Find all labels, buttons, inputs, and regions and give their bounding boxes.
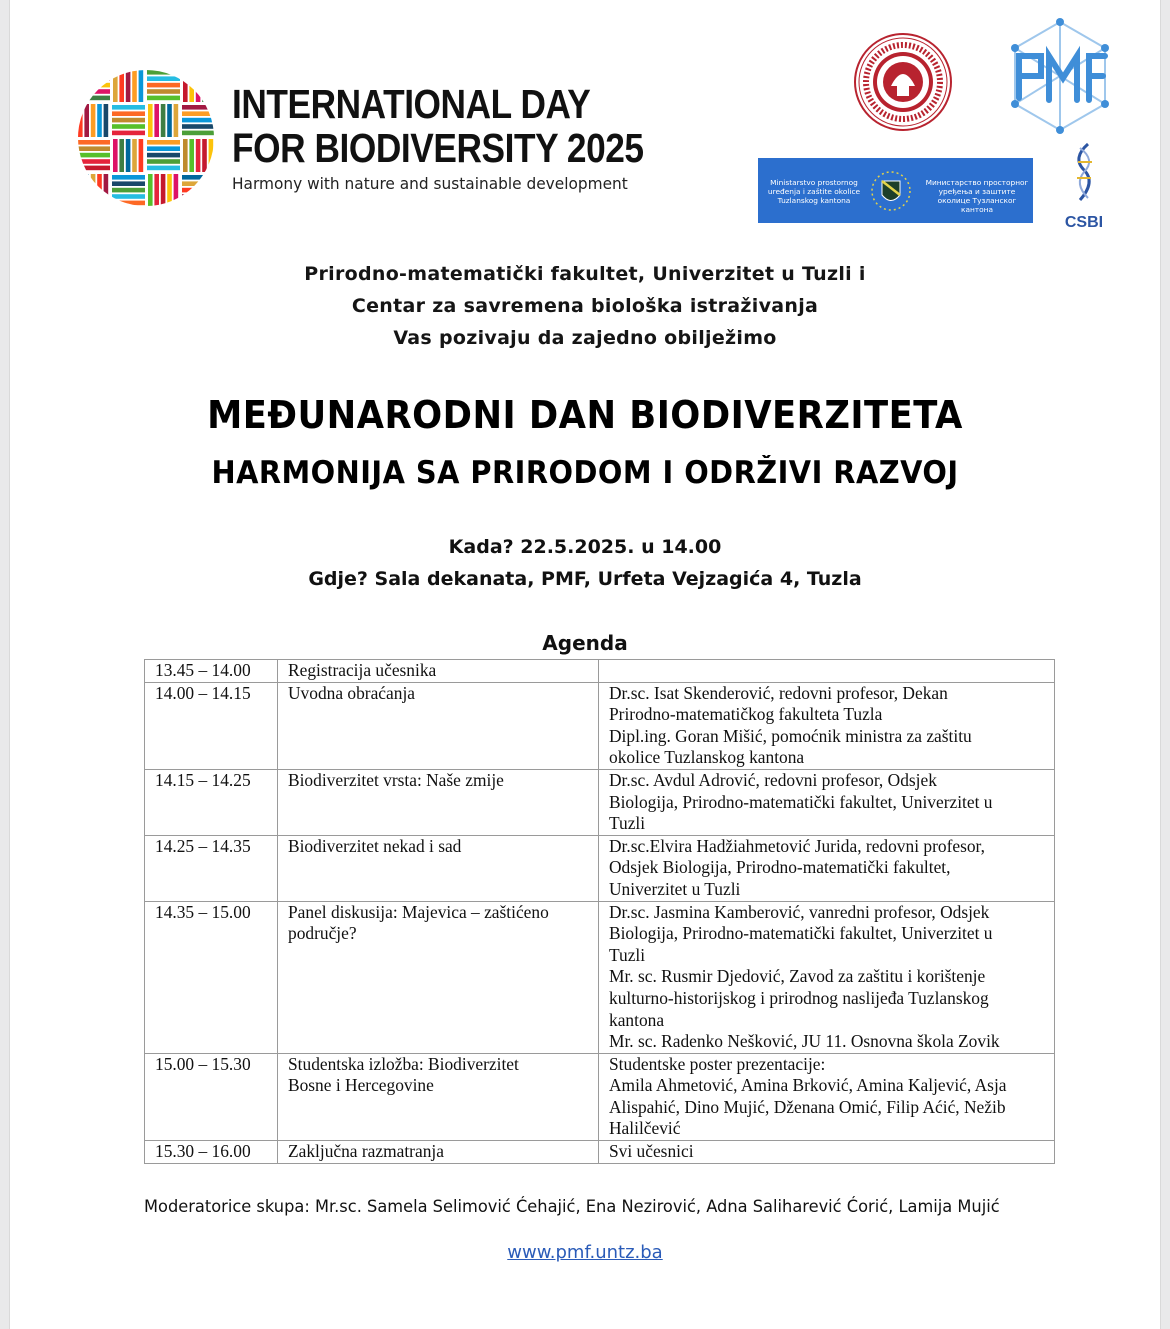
event-where: Gdje? Sala dekanata, PMF, Urfeta Vejzagića 4, Tuzla xyxy=(308,568,862,590)
agenda-topic-line: područje? xyxy=(288,923,357,944)
agenda-time: 15.30 – 16.00 xyxy=(145,1141,278,1164)
agenda-topic xyxy=(278,769,599,835)
event-title: MEĐUNARODNI DAN BIODIVERZITETA xyxy=(207,393,963,437)
agenda-speaker-line: Amila Ahmetović, Amina Brković, Amina Kaljević, Asja xyxy=(609,1075,1007,1096)
agenda-speaker-line: okolice Tuzlanskog kantona xyxy=(609,747,805,768)
biodiversity-wheel-logo xyxy=(76,68,216,208)
agenda-row xyxy=(145,660,1055,683)
agenda-speaker-line: Tuzli xyxy=(609,944,646,965)
agenda-speakers xyxy=(599,682,1055,769)
agenda-speakers xyxy=(599,660,1055,683)
agenda-table xyxy=(144,659,1055,1164)
agenda-speaker-line: Dr.sc. Jasmina Kamberović, vanredni profesor, Odsjek xyxy=(609,901,990,922)
agenda-topic xyxy=(278,682,599,769)
agenda-row xyxy=(145,769,1055,835)
csbi-label: CSBI xyxy=(1064,214,1104,231)
event-title-en xyxy=(232,82,644,170)
agenda-speakers xyxy=(599,835,1055,901)
agenda-row xyxy=(145,682,1055,769)
agenda-speaker-line: Alispahić, Dino Mujić, Dženana Omić, Filip Aćić, Nežib xyxy=(609,1096,1006,1117)
event-title-line2: FOR BIODIVERSITY 2025 xyxy=(232,125,644,171)
invitation-page xyxy=(9,0,1161,1329)
ministry-name-cyrillic: Министарство просторног уређења и заштите околице Тузланског кантона xyxy=(925,178,1029,214)
csbi-helix-icon xyxy=(1068,142,1100,202)
agenda-topic xyxy=(278,901,599,1053)
agenda-time: 15.00 – 15.30 xyxy=(145,1053,278,1140)
ministry-banner xyxy=(758,158,1033,223)
agenda-speaker-line: Biologija, Prirodno-matematički fakultet, Univerzitet u xyxy=(609,791,993,812)
agenda-topic-line: Uvodna obraćanja xyxy=(288,682,415,703)
event-title-line1: INTERNATIONAL DAY xyxy=(232,81,591,127)
agenda-speaker-line: Dr.sc. Isat Skenderović, redovni profesor, Dekan xyxy=(609,682,948,703)
agenda-time: 14.25 – 14.35 xyxy=(145,835,278,901)
agenda-speaker-line: Dipl.ing. Goran Mišić, pomoćnik ministra za zaštitu xyxy=(609,725,972,746)
agenda-heading: Agenda xyxy=(542,631,628,655)
invitation-line-2: Centar za savremena biološka istraživanja xyxy=(351,295,819,317)
invitation-line-1: Prirodno-matematički fakultet, Univerzitet u Tuzli i xyxy=(304,263,866,285)
agenda-speaker-line: Mr. sc. Radenko Nešković, JU 11. Osnovna škola Zovik xyxy=(609,1031,1000,1052)
ministry-emblem-icon xyxy=(868,168,914,214)
agenda-speakers xyxy=(599,769,1055,835)
agenda-speaker-line: kantona xyxy=(609,1009,665,1030)
agenda-topic-line: Panel diskusija: Majevica – zaštićeno xyxy=(288,901,549,922)
event-when: Kada? 22.5.2025. u 14.00 xyxy=(448,536,722,558)
agenda-row xyxy=(145,901,1055,1053)
agenda-speaker-line: Studentske poster prezentacije: xyxy=(609,1053,826,1074)
invitation-line-3: Vas pozivaju da zajedno obilježimo xyxy=(393,327,777,349)
agenda-topic-line: Biodiverzitet vrsta: Naše zmije xyxy=(288,769,504,790)
agenda-topic xyxy=(278,1053,599,1140)
agenda-speaker-line: Biologija, Prirodno-matematički fakultet, Univerzitet u xyxy=(609,923,993,944)
agenda-topic-line: Bosne i Hercegovine xyxy=(288,1075,434,1096)
agenda-topic xyxy=(278,835,599,901)
website-link[interactable]: www.pmf.untz.ba xyxy=(507,1242,663,1263)
agenda-speaker-line: Dr.sc.Elvira Hadžiahmetović Jurida, redovni profesor, xyxy=(609,835,985,856)
agenda-speaker-line: Prirodno-matematičkog fakulteta Tuzla xyxy=(609,704,883,725)
agenda-speaker-line: Svi učesnici xyxy=(609,1141,694,1162)
agenda-time: 14.35 – 15.00 xyxy=(145,901,278,1053)
ministry-name-latin: Ministarstvo prostornog uređenja i zaštite okolice Tuzlanskog kantona xyxy=(767,178,861,205)
agenda-speakers xyxy=(599,1053,1055,1140)
agenda-row xyxy=(145,1053,1055,1140)
event-subtitle: HARMONIJA SA PRIRODOM I ODRŽIVI RAZVOJ xyxy=(211,455,959,491)
agenda-row xyxy=(145,1141,1055,1164)
pmf-network-logo xyxy=(1005,18,1115,136)
agenda-time: 14.15 – 14.25 xyxy=(145,769,278,835)
agenda-time: 13.45 – 14.00 xyxy=(145,660,278,683)
agenda-speaker-line: Univerzitet u Tuzli xyxy=(609,878,741,899)
agenda-speaker-line: Tuzli xyxy=(609,813,646,834)
university-seal-icon xyxy=(853,32,953,132)
agenda-speaker-line: kulturno-historijskog i prirodnog naslijeđa Tuzlanskog xyxy=(609,987,989,1008)
agenda-topic-line: Biodiverzitet nekad i sad xyxy=(288,835,462,856)
agenda-speakers xyxy=(599,1141,1055,1164)
agenda-time: 14.00 – 14.15 xyxy=(145,682,278,769)
moderators-text: Moderatorice skupa: Mr.sc. Samela Selimović Ćehajić, Ena Nezirović, Adna Saliharević Ćorić, Lamija Mujić xyxy=(144,1197,1000,1217)
agenda-speaker-line: Odsjek Biologija, Prirodno-matematički fakultet, xyxy=(609,857,951,878)
agenda-topic-line: Registracija učesnika xyxy=(288,660,437,680)
event-subtitle-en: Harmony with nature and sustainable development xyxy=(232,174,628,193)
agenda-speaker-line: Halilčević xyxy=(609,1118,681,1139)
agenda-speakers xyxy=(599,901,1055,1053)
agenda-speaker-line: Dr.sc. Avdul Adrović, redovni profesor, Odsjek xyxy=(609,769,937,790)
agenda-topic xyxy=(278,1141,599,1164)
agenda-speaker-line: Mr. sc. Rusmir Djedović, Zavod za zaštitu i korištenje xyxy=(609,966,986,987)
agenda-topic xyxy=(278,660,599,683)
agenda-topic-line: Zaključna razmatranja xyxy=(288,1141,444,1162)
agenda-topic-line: Studentska izložba: Biodiverzitet xyxy=(288,1053,519,1074)
agenda-row xyxy=(145,835,1055,901)
